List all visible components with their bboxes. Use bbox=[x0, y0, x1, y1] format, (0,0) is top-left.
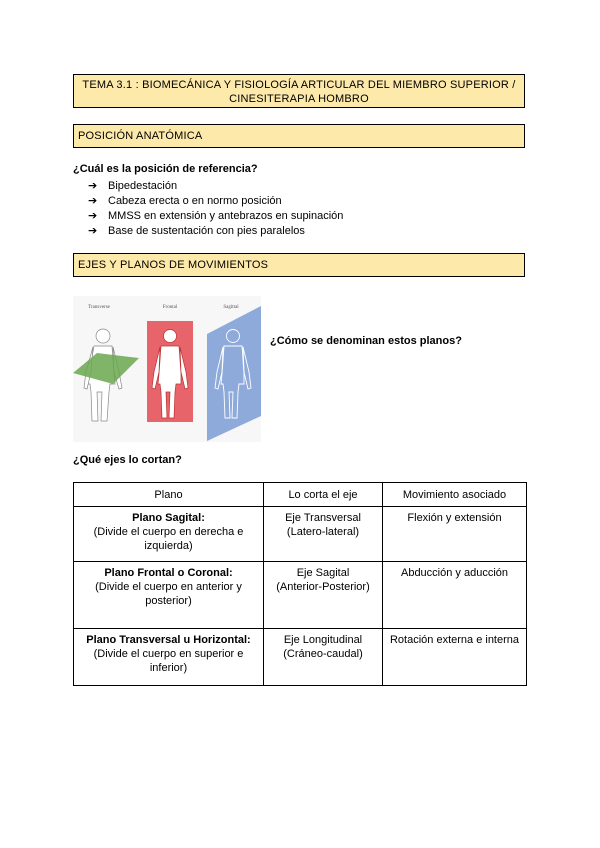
plane-cell bbox=[74, 507, 264, 562]
arrow-icon: ➔ bbox=[88, 195, 98, 207]
plane-description: (Divide el cuerpo en derecha e izquierda) bbox=[93, 526, 244, 552]
table-row bbox=[74, 507, 527, 562]
axes-question: ¿Qué ejes lo cortan? bbox=[73, 454, 182, 466]
list-item: ➔ Bipedestación bbox=[88, 180, 178, 192]
frontal-plane-figure bbox=[147, 321, 193, 422]
section-heading-anatomical-position: POSICIÓN ANATÓMICA bbox=[73, 124, 525, 148]
header-axis: Lo corta el eje bbox=[264, 483, 383, 507]
table-header-row bbox=[74, 483, 527, 507]
list-item: ➔ Cabeza erecta o en normo posición bbox=[88, 195, 282, 207]
list-item: ➔ MMSS en extensión y antebrazos en supinación bbox=[88, 210, 344, 222]
plane-name: Plano Frontal o Coronal: bbox=[104, 567, 233, 579]
arrow-icon: ➔ bbox=[88, 210, 98, 222]
axis-cell: Eje Sagital (Anterior-Posterior) bbox=[264, 562, 383, 629]
movement-cell: Flexión y extensión bbox=[383, 507, 527, 562]
frontal-label: Frontal bbox=[162, 305, 178, 310]
planes-name-question: ¿Cómo se denominan estos planos? bbox=[270, 335, 462, 347]
reference-position-list bbox=[88, 179, 343, 239]
title-line-2: CINESITERAPIA HOMBRO bbox=[229, 93, 369, 105]
reference-position-question: ¿Cuál es la posición de referencia? bbox=[73, 163, 258, 175]
transverse-label: Transverse bbox=[88, 305, 110, 310]
movement-cell: Abducción y aducción bbox=[383, 562, 527, 629]
plane-description: (Divide el cuerpo en anterior y posterior) bbox=[95, 581, 242, 607]
plane-cell bbox=[74, 629, 264, 686]
axis-cell: Eje Longitudinal (Cráneo-caudal) bbox=[264, 629, 383, 686]
plane-name: Plano Sagital: bbox=[132, 512, 205, 524]
section-heading-axes-planes: EJES Y PLANOS DE MOVIMIENTOS bbox=[73, 253, 525, 277]
header-movement: Movimiento asociado bbox=[383, 483, 527, 507]
title-line-1: TEMA 3.1 : BIOMECÁNICA Y FISIOLOGÍA ARTICULAR DEL MIEMBRO SUPERIOR / bbox=[82, 79, 516, 91]
arrow-icon: ➔ bbox=[88, 225, 98, 237]
plane-name: Plano Transversal u Horizontal: bbox=[86, 634, 251, 646]
header-plane: Plano bbox=[74, 483, 264, 507]
table-row bbox=[74, 629, 527, 686]
axis-cell: Eje Transversal (Latero-lateral) bbox=[264, 507, 383, 562]
sagittal-label: Sagittal bbox=[223, 305, 239, 310]
movement-cell: Rotación externa e interna bbox=[383, 629, 527, 686]
table-row bbox=[74, 562, 527, 629]
plane-description: (Divide el cuerpo en superior e inferior) bbox=[93, 648, 244, 674]
body-planes-figure bbox=[73, 296, 261, 442]
arrow-icon: ➔ bbox=[88, 180, 98, 192]
document-title-banner bbox=[73, 74, 525, 108]
list-item: ➔ Base de sustentación con pies paralelos bbox=[88, 225, 305, 237]
planes-axes-table bbox=[73, 482, 527, 686]
plane-cell bbox=[74, 562, 264, 629]
